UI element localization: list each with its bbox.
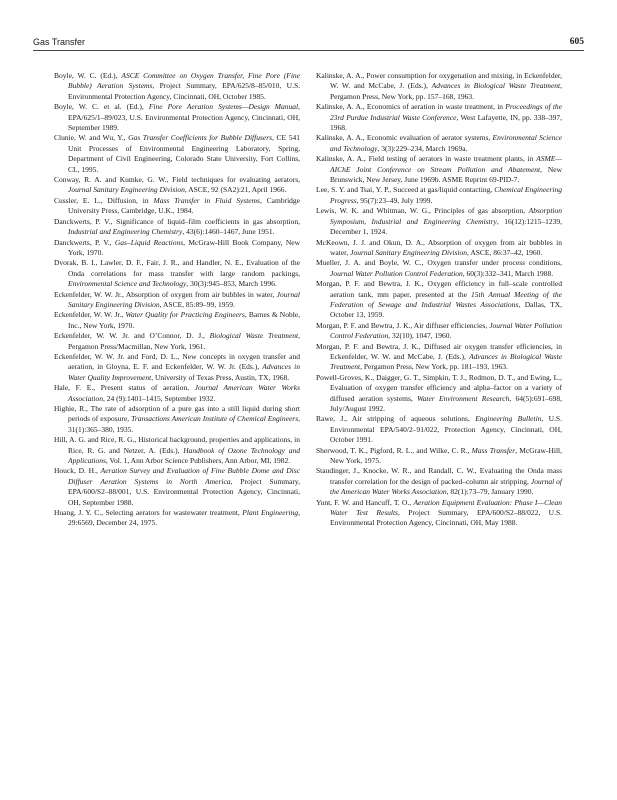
reference-details: , Pergamon Press, New York, pp. 157–168, 1963. <box>330 81 562 101</box>
reference-details: , ASCE, 92 (SA2):21, April 1966. <box>184 185 287 195</box>
reference-details: , Cambridge University Press, Cambridge, U.K., 1984. <box>68 195 301 216</box>
reference-title: 15th Annual Meeting of the Federation of Sewage and Industrial Wastes Associations <box>330 289 562 309</box>
reference-entry <box>316 373 562 415</box>
reference-details: , ASCE, 85:89–99, 1959. <box>159 299 235 309</box>
reference-text: Powell-Groves, K., Daigger, G. T., Simpkin, T. J., Redmon, D. T., and Ewing, L., Evaluation of oxygen transfer efficiency and alpha–factor on a variety of diffused aeration systems, <box>316 372 562 403</box>
page-header <box>33 37 584 51</box>
reference-text: Eckenfelder, W. W. Jr. and O’Connor, D. J., <box>54 331 210 341</box>
reference-details: , University of Texas Press, Austin, TX, 1968. <box>151 372 290 382</box>
reference-title: Chemical Engineering Progress <box>330 185 562 205</box>
reference-entry <box>54 383 300 404</box>
reference-title: Engineering Bulletin <box>475 414 542 424</box>
reference-details: , Pergamon Press, New York, pp. 181–193, 1963. <box>360 362 508 372</box>
reference-entry <box>54 258 300 289</box>
reference-details: , 95(7):23–49, July 1999. <box>356 195 433 205</box>
reference-details: , 29:6569, December 24, 1975. <box>68 508 300 528</box>
running-title: Gas Transfer <box>33 37 86 47</box>
reference-details: , McGraw-Hill, New York, 1975. <box>330 445 563 466</box>
reference-text: Hill, A. G. and Rice, R. G., Historical background, properties and applications, in Rice, R. G. and Netzer, A. (Eds.), <box>54 435 300 455</box>
reference-entry <box>316 71 562 102</box>
reference-title: Plant Engineering <box>242 508 299 518</box>
reference-title: Industrial and Engineering Chemistry <box>68 227 183 237</box>
reference-title: Journal Sanitary Engineering Division <box>68 289 300 309</box>
reference-text: Conway, R. A. and Kumke, G. W., Field techniques for evaluating aerators, <box>54 175 300 185</box>
reference-title: Absorption Symposium, Industrial and Engineering Chemistry <box>330 206 562 226</box>
references-column-left <box>54 71 300 529</box>
reference-text: McKeown, J. J. and Okun, D. A., Absorption of oxygen from air bubbles in water, <box>316 237 562 257</box>
reference-title: Environmental Science and Technology <box>330 133 562 153</box>
reference-text: Eckenfelder, W. W. Jr., <box>54 310 126 320</box>
reference-title: Biological Waste Treatment <box>209 331 299 341</box>
reference-entry <box>54 404 300 435</box>
reference-details: , Project Summary, EPA/600/S2–88/001, U.S. Environmental Protection Agency, Cincinnati, OH, September 1988. <box>68 476 300 507</box>
reference-title: ASME—AIChE Joint Conference on Stream Pollution and Abatement <box>330 154 562 174</box>
reference-text: Kalinske, A. A., Power consumption for oxygenation and mixing, in Eckenfelder, W. W. and McCabe, J. (Eds.), <box>316 71 562 91</box>
reference-text: Morgan, P. F. and Bewtra, J. K., Diffused air oxygen transfer efficiencies, in Eckenfelder, W. W. and McCabe, J. (Eds.), <box>316 341 562 361</box>
reference-title: Proceedings of the 23rd Purdue Industrial Waste Conference <box>330 102 562 122</box>
reference-title: Advances in Biological Waste Treatment <box>330 351 562 372</box>
reference-text: Morgan, P. F. and Bewtra, J. K., Oxygen efficiency in full–scale controlled aeration tank, mm paper, presented at the <box>316 279 562 299</box>
reference-entry <box>316 321 562 342</box>
reference-entry <box>54 196 300 217</box>
reference-text: Highie, R., The rate of adsorption of a pure gas into a still liquid during short periods of exposure, <box>54 404 300 424</box>
reference-title: Water Quality for Practicing Engineers <box>125 310 245 320</box>
reference-title: Advances in Biological Waste Treatment <box>431 81 561 91</box>
reference-title: Journal Sanitary Engineering Division <box>350 247 467 257</box>
reference-text: Danckwerts, P. V., <box>54 237 115 247</box>
reference-text: Boyle, W. C. (Ed.), <box>54 71 122 80</box>
reference-entry <box>54 508 300 529</box>
reference-text: Kalinske, A. A., Economic evaluation of aerator systems, <box>316 133 493 143</box>
reference-title: Gas–Liquid Reactions <box>114 237 184 247</box>
reference-entry <box>316 102 562 133</box>
reference-entry <box>54 71 300 102</box>
reference-entry <box>316 414 562 445</box>
reference-entry <box>54 435 300 466</box>
reference-entry <box>54 331 300 352</box>
reference-title: Advances in Water Quality Improvement <box>68 362 300 382</box>
reference-text: Eckenfelder, W. W. Jr., Absorption of oxygen from air bubbles in water, <box>54 289 277 299</box>
reference-text: Boyle, W. C. et al. (Ed.), <box>54 102 149 112</box>
reference-title: Journal Water Pollution Control Federation <box>330 320 563 341</box>
reference-title: Water Environment Research <box>417 393 510 403</box>
reference-entry <box>316 258 562 279</box>
reference-text: Kalinske, A. A., Economics of aeration in waste treatment, in <box>316 102 506 112</box>
reference-details: , U.S. Environmental EPA/540/2–91/022, Protection Agency, Cincinnati, OH, October 1991. <box>330 414 562 445</box>
reference-text: Hale, F. E., Present status of aeration, <box>54 383 195 393</box>
page-number: 605 <box>569 37 584 47</box>
reference-details: , 16(12):1215–1239, December 1, 1924. <box>330 216 562 237</box>
reference-entry <box>316 498 562 529</box>
reference-title: Journal Sanitary Engineering Division <box>68 185 185 195</box>
reference-details: , Vol. 1, Ann Arbor Science Publishers, Ann Arbor, MI, 1982. <box>105 456 291 466</box>
reference-title: Transactions American Institute of Chemical Engineers <box>131 414 299 424</box>
reference-title: Gas Transfer Coefficients for Bubble Diffusers <box>128 133 273 143</box>
reference-entry <box>316 342 562 373</box>
reference-details: , CE 541 Unit Processes of Environmental Engineering Laboratory, Spring, Department of Civil Engineering, Colorado State University, Fort Collins, CL, 1995. <box>68 133 300 174</box>
references-column-right <box>316 71 562 529</box>
reference-entry <box>316 206 562 237</box>
reference-title: Mass Transfer in Fluid Systems <box>153 195 260 205</box>
reference-text: Houck, D. H., <box>54 466 101 476</box>
reference-entry <box>316 279 562 321</box>
reference-entry <box>54 352 300 383</box>
reference-details: , ASCE, 86:37–42, 1960. <box>466 247 543 257</box>
reference-text: Lewis, W. K. and Whitman, W. G., Principles of gas absorption, <box>316 206 529 216</box>
reference-entry <box>54 175 300 196</box>
reference-title: Aeration Survey and Evaluation of Fine Bubble Dome and Disc Diffuser Aeration Systems in North America <box>68 466 300 486</box>
reference-entry <box>316 185 562 206</box>
reference-text: Danckwerts, P. V., Significance of liquid–film coefficients in gas absorption, <box>54 216 300 226</box>
reference-text: Clunie, W. and Wu, Y., <box>54 133 129 143</box>
reference-details: , 31(1):365–380, 1935. <box>68 414 300 434</box>
reference-text: Sherwood, T. K., Pigford, R. L., and Wilke, C. R., <box>316 445 472 455</box>
reference-title: Handbook of Ozone Technology and Applications <box>68 445 300 466</box>
reference-details: , 32(10), 1047, 1960. <box>388 331 452 341</box>
header-rule <box>33 50 584 51</box>
reference-title: Aeration Equipment Evaluation: Phase I—Clean Water Test Results <box>330 497 562 518</box>
reference-text: Mueller, J. A. and Boyle, W. C., Oxygen transfer under process conditions, <box>316 258 562 268</box>
reference-entry <box>54 238 300 259</box>
reference-text: Eckenfelder, W. W. Jr. and Ford, D. L., New concepts in oxygen transfer and aeration, in Gloyna, E. F. and Eckenfelder, W. W. Jr. (Eds.), <box>54 351 300 372</box>
reference-entry <box>316 133 562 154</box>
reference-details: , McGraw-Hill Book Company, New York, 1970. <box>68 237 300 257</box>
reference-entry <box>316 466 562 497</box>
reference-entry <box>316 238 562 259</box>
reference-entry <box>54 290 300 311</box>
reference-details: , Project Summary, EPA/625/8–85/010, U.S. Environmental Protection Agency, Cincinnati, OH, October 1985. <box>68 81 300 101</box>
reference-entry <box>54 133 300 175</box>
reference-details: , Pergamon Press/Macmillan, New York, 1961. <box>68 331 300 351</box>
reference-details: , 3(3):229–234, March 1969a. <box>377 143 468 153</box>
reference-text: Lee, S. Y. and Tsai, Y. P., Succeed at gas/liquid contacting, <box>316 185 495 195</box>
reference-entry <box>54 466 300 508</box>
reference-title: Journal of the American Water Works Association <box>330 476 563 497</box>
reference-text: Huang, J. Y. C., Selecting aerators for wastewater treatment, <box>54 508 243 518</box>
reference-details: , 43(6):1460–1467, June 1951. <box>182 227 275 237</box>
reference-details: , West Lafayette, IN, pp. 338–397, 1968. <box>330 112 562 133</box>
reference-text: Staudinger, J., Knocke, W. R., and Randall, C. W., Evaluating the Onda mass transfer correlation for the design of packed–column air stripping, <box>316 466 562 486</box>
reference-title: Journal American Water Works Association <box>68 383 300 403</box>
reference-details: , EPA/625/1–89/023, U.S. Environmental Protection Agency, Cincinnati, OH, September 1989. <box>68 102 300 133</box>
reference-text: Morgan, P. F. and Bewtra, J. K., Air diffuser efficiencies, <box>316 320 490 330</box>
reference-text: Yunt, F. W. and Hancuff, T. O., <box>316 497 414 507</box>
reference-details: , 24 (9):1401–1415, September 1932. <box>103 393 216 403</box>
reference-details: , Project Summary, EPA/600/S2–88/022, U.S. Environmental Protection Agency, Cincinnati, OH, May 1988. <box>330 508 562 528</box>
reference-details: , Dallas, TX, October 13, 1959. <box>330 299 562 320</box>
reference-title: ASCE Committee on Oxygen Transfer, Fine Pore (Fine Bubble) Aeration Systems <box>68 71 301 91</box>
reference-details: , 64(5):691–698, July/August 1992. <box>330 393 562 413</box>
reference-text: Kalinske, A. A., Field testing of aerators in waste treatment plants, in <box>316 154 537 164</box>
reference-entry <box>54 310 300 331</box>
reference-details: , 60(3):332–341, March 1988. <box>462 268 554 278</box>
reference-entry <box>54 102 300 133</box>
reference-title: Mass Transfer <box>471 445 516 455</box>
reference-entry <box>316 446 562 467</box>
reference-title: Journal Water Pollution Control Federation <box>330 268 463 278</box>
reference-entry <box>54 217 300 238</box>
reference-title: Environmental Science and Technology <box>68 279 187 289</box>
reference-text: Cussler, E. L., Diffusion, in <box>54 195 154 205</box>
reference-details: , Barnes & Noble, Inc., New York, 1970. <box>68 310 300 330</box>
reference-title: Fine Pore Aeration Systems—Design Manual <box>148 102 299 112</box>
reference-details: , New Brunswick, New Jersey, June 1969b. ASME Reprint 69-PID-7. <box>330 164 562 185</box>
reference-text: Rawe, J., Air stripping of aqueous solutions, <box>316 414 476 424</box>
reference-details: , 82(1):73–79, January 1990. <box>446 487 534 497</box>
reference-text: Dvorak, B. I., Lawler, D. F., Fair, J. R., and Handler, N. E., Evaluation of the Onda correlations for mass transfer with large random packings, <box>54 258 300 278</box>
reference-details: , 30(3):945–853, March 1996. <box>186 279 277 289</box>
reference-entry <box>316 154 562 185</box>
